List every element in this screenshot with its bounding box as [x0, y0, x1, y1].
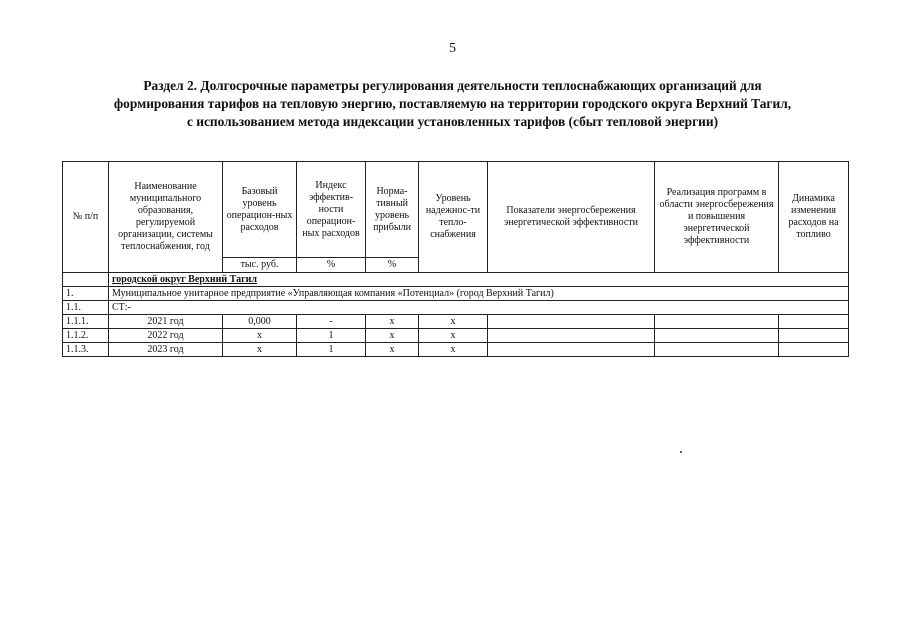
unit-norm: %: [366, 258, 419, 273]
row-year: 2022 год: [109, 329, 223, 343]
cell-base: 0,000: [223, 315, 297, 329]
tariff-parameters-table: [62, 161, 849, 357]
title-line: Раздел 2. Долгосрочные параметры регулирования деятельности теплоснабжающих организаций для: [143, 78, 762, 93]
cell-norm: х: [366, 329, 419, 343]
table-row: [63, 343, 849, 357]
district-name: городской округ Верхний Тагил: [109, 273, 849, 287]
cell-programs: [655, 329, 779, 343]
title-line: формирования тарифов на тепловую энергию, поставляемую на территории городского округа Верхний Тагил,: [113, 96, 792, 111]
cell-fuel: [779, 315, 849, 329]
row-year: 2021 год: [109, 315, 223, 329]
header-norm: Норма-тивный уровень прибыли: [366, 162, 419, 258]
row-num: 1.1.1.: [63, 315, 109, 329]
unit-base: тыс. руб.: [223, 258, 297, 273]
row-num: 1.1.2.: [63, 329, 109, 343]
header-base: Базовый уровень операцион-ных расходов: [223, 162, 297, 258]
cell-norm: х: [366, 343, 419, 357]
cell-reliability: х: [419, 343, 488, 357]
cell-index: -: [297, 315, 366, 329]
header-index: Индекс эффектив-ности операцион-ных расходов: [297, 162, 366, 258]
cell-index: 1: [297, 343, 366, 357]
system-name: СТ:-: [109, 301, 849, 315]
cell-programs: [655, 343, 779, 357]
organization-row: [63, 287, 849, 301]
cell-reliability: х: [419, 315, 488, 329]
cell-fuel: [779, 329, 849, 343]
organization-name: Муниципальное унитарное предприятие «Управляющая компания «Потенциал» (город Верхний Тагил): [109, 287, 849, 301]
cell-energy: [488, 315, 655, 329]
cell-base: х: [223, 343, 297, 357]
system-row: [63, 301, 849, 315]
row-num: 1.1.3.: [63, 343, 109, 357]
row-num: 1.1.: [63, 301, 109, 315]
header-name: Наименование муниципального образования, регулируемой организации, системы теплоснабжения, год: [109, 162, 223, 273]
header-fuel: Динамика изменения расходов на топливо: [779, 162, 849, 273]
cell-fuel: [779, 343, 849, 357]
cell-energy: [488, 329, 655, 343]
table-row: [63, 315, 849, 329]
cell-index: 1: [297, 329, 366, 343]
header-energy: Показатели энергосбережения энергетической эффективности: [488, 162, 655, 273]
scan-speck: [680, 451, 682, 453]
header-reliability: Уровень надежнос-ти тепло-снабжения: [419, 162, 488, 273]
row-year: 2023 год: [109, 343, 223, 357]
header-programs: Реализация программ в области энергосбережения и повышения энергетической эффективности: [655, 162, 779, 273]
cell-programs: [655, 315, 779, 329]
row-num: 1.: [63, 287, 109, 301]
cell-norm: х: [366, 315, 419, 329]
title-line: с использованием метода индексации установленных тарифов (сбыт тепловой энергии): [186, 114, 719, 129]
table-row: [63, 329, 849, 343]
district-row: [63, 273, 849, 287]
cell-reliability: х: [419, 329, 488, 343]
unit-index: %: [297, 258, 366, 273]
header-row: [63, 162, 849, 258]
cell-base: х: [223, 329, 297, 343]
section-title: [40, 77, 865, 131]
cell-energy: [488, 343, 655, 357]
header-num: № п/п: [63, 162, 109, 273]
page-number: 5: [449, 41, 456, 56]
